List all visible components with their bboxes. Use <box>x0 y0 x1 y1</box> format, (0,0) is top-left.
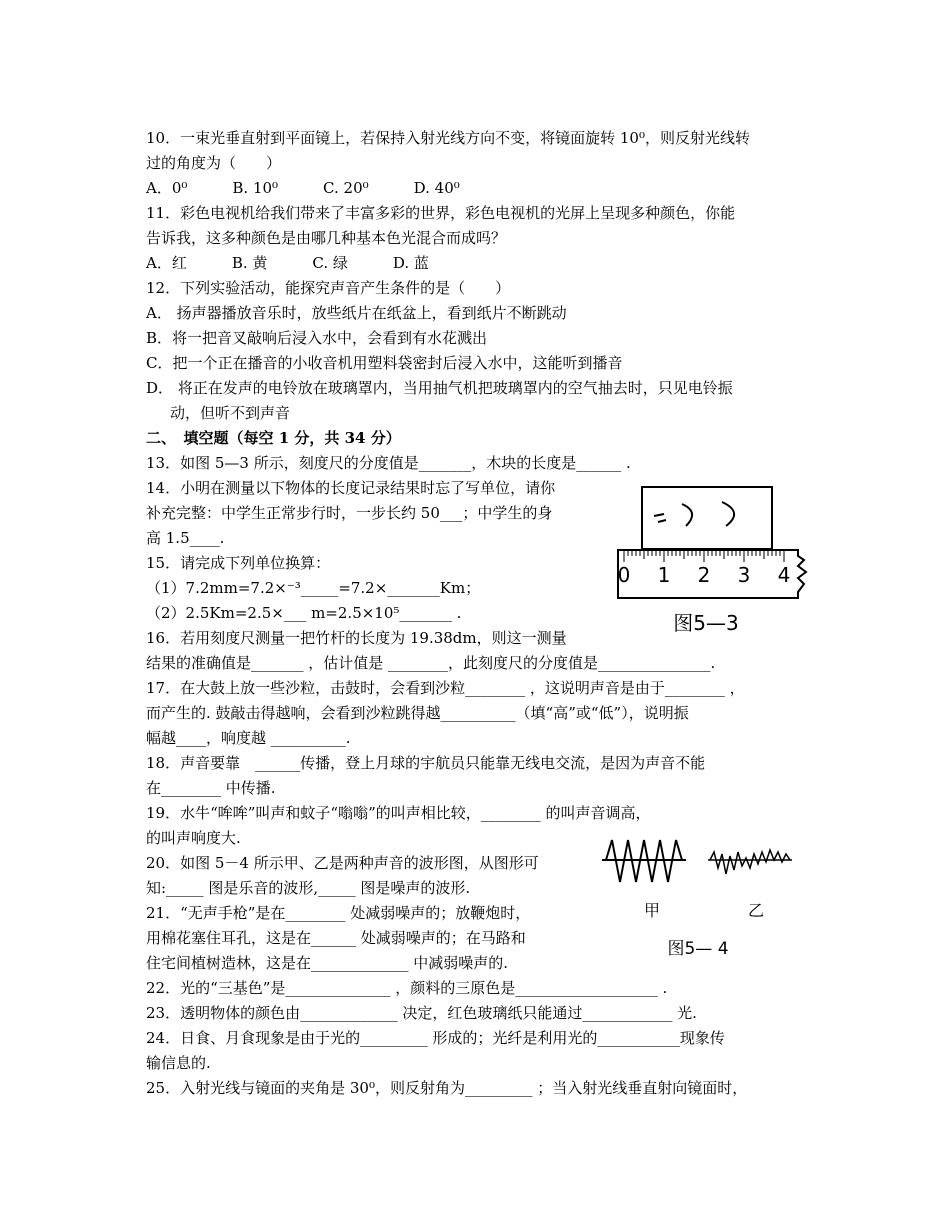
q12-option-d-cont: 动，但听不到声音 <box>170 404 291 422</box>
q17-line-1: 17．在大鼓上放一些沙粒，击鼓时，会看到沙粒________ ，这说明声音是由于________ ， <box>146 679 745 697</box>
q10-line-1: 10．一束光垂直射到平面镜上，若保持入射光线方向不变，将镜面旋转 10⁰，则反射光线转 <box>146 129 750 147</box>
ruler-diagram <box>612 482 812 642</box>
figure-5-3-caption: 图5—3 <box>673 611 739 635</box>
q12-stem: 12．下列实验活动，能探究声音产生条件的是（ ） <box>146 279 511 297</box>
yi-waveform <box>710 850 790 874</box>
q16-line-2: 结果的准确值是_______ ，估计值是 ________，此刻度尺的分度值是_______________. <box>146 654 716 672</box>
q21-line-2: 用棉花塞住耳孔，这是在______ 处减弱噪声的；在马路和 <box>146 929 526 947</box>
wooden-block <box>642 487 772 549</box>
q14-line-3: 高 1.5____. <box>146 529 225 547</box>
q24-line-2: 输信息的. <box>146 1054 211 1072</box>
section-heading: 二、 填空题（每空 1 分，共 34 分） <box>146 429 401 447</box>
figure-5-3 <box>612 482 812 642</box>
q21-line-3: 住宅间植树造林，这是在_____________ 中减弱噪声的. <box>146 954 509 972</box>
q11-line-2: 告诉我，这多种颜色是由哪几种基本色光混合而成吗？ <box>146 229 507 247</box>
q11-options: A．红 B. 黄 C. 绿 D. 蓝 <box>146 254 429 272</box>
block-mark-3 <box>722 502 734 526</box>
q17-line-2: 而产生的. 鼓敲击得越响，会看到沙粒跳得越__________（填“高”或“低”），说明振 <box>146 704 689 722</box>
q10-line-2: 过的角度为（ ） <box>146 154 282 172</box>
q25-line-1: 25．入射光线与镜面的夹角是 30⁰，则反射角为_________ ；当入射光线垂直射向镜面时， <box>146 1079 748 1097</box>
q17-line-3: 幅越____，响度越 __________. <box>146 729 351 747</box>
block-mark-1 <box>654 514 666 522</box>
ruler-label-1: 1 <box>657 563 671 587</box>
q15-stem: 15．请完成下列单位换算： <box>146 554 331 572</box>
ruler-numbers <box>618 563 791 587</box>
block-mark-2 <box>682 504 692 526</box>
q24-line-1: 24．日食、月食现象是由于光的_________ 形成的；光纤是利用光的___________现象传 <box>146 1029 725 1047</box>
q20-line-1: 20．如图 5－4 所示甲、乙是两种声音的波形图，从图形可 <box>146 854 539 872</box>
q16-line-1: 16．若用刻度尺测量一把竹杆的长度为 19.38dm，则这一测量 <box>146 629 567 647</box>
q20-line-2: 知:_____ 图是乐音的波形,_____ 图是噪声的波形. <box>146 879 471 897</box>
q12-option-a: A． 扬声器播放音乐时，放些纸片在纸盆上，看到纸片不断跳动 <box>146 304 567 322</box>
q18-line-1: 18．声音要靠 ______传播，登上月球的宇航员只能靠无线电交流，是因为声音不能 <box>146 754 706 772</box>
q13-line: 13．如图 5—3 所示，刻度尺的分度值是_______，木块的长度是______ . <box>146 454 631 472</box>
waveform-diagram <box>600 830 800 965</box>
label-jia: 甲 <box>643 901 661 920</box>
q15-part-2: （2）2.5Km=2.5×___ m=2.5×10⁵_______ . <box>146 604 462 622</box>
figure-5-4 <box>600 830 800 965</box>
label-yi: 乙 <box>747 901 765 920</box>
q23-line: 23．透明物体的颜色由_____________ 决定，红色玻璃纸只能通过____________ 光. <box>146 1004 697 1022</box>
q12-option-d: D． 将正在发声的电铃放在玻璃罩内，当用抽气机把玻璃罩内的空气抽去时，只见电铃振 <box>146 379 733 397</box>
q12-option-c: C．把一个正在播音的小收音机用塑料袋密封后浸入水中，这能听到播音 <box>146 354 623 372</box>
q12-option-b: B．将一把音叉敲响后浸入水中，会看到有水花溅出 <box>146 329 488 347</box>
q21-line-1: 21．“无声手枪”是在________ 处减弱噪声的；放鞭炮时， <box>146 904 531 922</box>
q15-part-1: （1）7.2mm=7.2×⁻³_____=7.2×_______Km； <box>146 579 481 597</box>
q19-line-2: 的叫声响度大. <box>146 829 241 847</box>
ruler-label-2: 2 <box>697 563 711 587</box>
q22-line: 22．光的“三基色”是______________ ，颜料的三原色是___________________ . <box>146 979 668 997</box>
ruler-label-3: 3 <box>737 563 751 587</box>
q19-line-1: 19．水牛“哞哞”叫声和蚊子“嗡嗡”的叫声相比较，________ 的叫声音调高， <box>146 804 651 822</box>
figure-5-4-caption: 图5— 4 <box>667 939 729 959</box>
q11-line-1: 11．彩色电视机给我们带来了丰富多彩的世界，彩色电视机的光屏上呈现多种颜色，你能 <box>146 204 736 222</box>
q18-line-2: 在________ 中传播. <box>146 779 276 797</box>
ruler-ticks <box>624 550 784 562</box>
ruler-label-4: 4 <box>777 563 791 587</box>
q10-options: A．0⁰ B. 10⁰ C. 20⁰ D. 40⁰ <box>146 179 460 197</box>
q14-line-2: 补充完整：中学生正常步行时，一步长约 50___；中学生的身 <box>146 504 553 522</box>
q14-line-1: 14．小明在测量以下物体的长度记录结果时忘了写单位，请你 <box>146 479 556 497</box>
ruler-label-0: 0 <box>617 563 631 587</box>
